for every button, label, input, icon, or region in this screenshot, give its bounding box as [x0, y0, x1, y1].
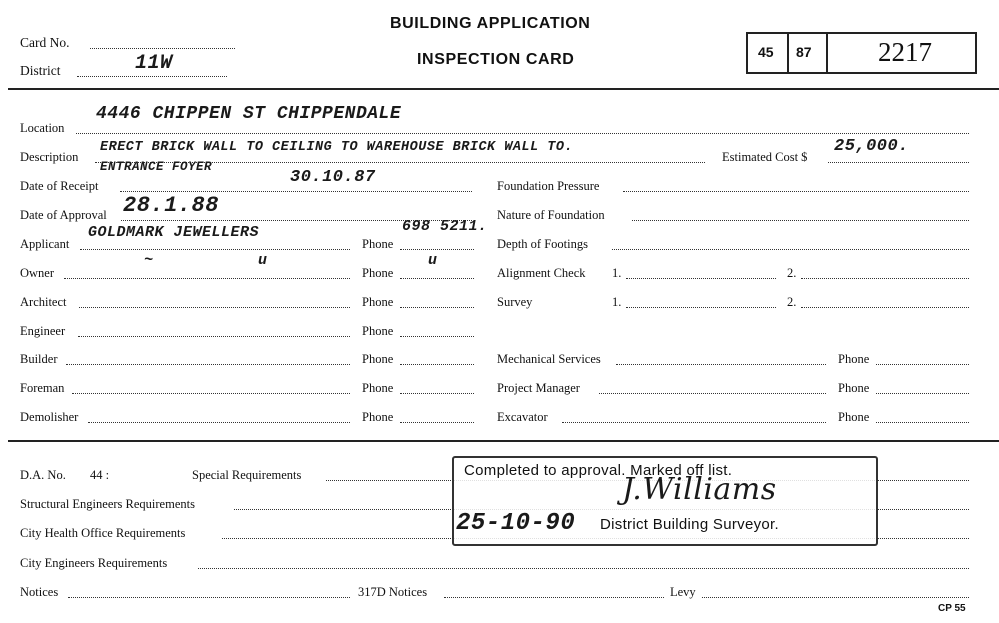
card-box-a: 45	[758, 44, 774, 60]
form-code: CP 55	[938, 603, 966, 614]
card-box-b: 87	[796, 44, 812, 60]
architect-phone-dotline	[400, 307, 474, 308]
location-dotline	[76, 133, 969, 134]
project-manager-phone-dotline	[876, 393, 969, 394]
alignment-check-dotline-2	[801, 278, 969, 279]
description-value-2: ENTRANCE FOYER	[100, 160, 213, 174]
applicant-value: GOLDMARK JEWELLERS	[88, 224, 260, 241]
excavator-dotline	[562, 422, 826, 423]
date-of-receipt-value: 30.10.87	[290, 168, 376, 187]
district-dotline	[77, 76, 227, 77]
engineer-phone-dotline	[400, 336, 474, 337]
stamp-signature: J.Williams	[622, 472, 777, 507]
applicant-phone-value: 698 5211.	[402, 218, 488, 235]
levy-dotline	[702, 597, 969, 598]
owner-ditto-1: ~	[144, 252, 154, 269]
da-no-label: D.A. No.	[20, 468, 66, 482]
mechanical-services-label: Mechanical Services	[497, 352, 601, 366]
card-box-divider-1	[787, 34, 789, 72]
architect-dotline	[79, 307, 350, 308]
foundation-pressure-label: Foundation Pressure	[497, 179, 600, 193]
owner-phone-ditto: u	[428, 252, 438, 269]
card-no-label: Card No.	[20, 35, 70, 50]
description-value-1: ERECT BRICK WALL TO CEILING TO WAREHOUSE BRICK WALL TO.	[100, 140, 574, 155]
location-label: Location	[20, 121, 65, 135]
foreman-label: Foreman	[20, 381, 65, 395]
survey-dotline-1	[626, 307, 776, 308]
foreman-dotline	[72, 393, 350, 394]
mechanical-services-dotline	[616, 364, 826, 365]
header-rule	[8, 88, 999, 90]
estimated-cost-value: 25,000.	[834, 137, 909, 156]
survey-dotline-2	[801, 307, 969, 308]
owner-label: Owner	[20, 266, 55, 280]
district-label: District	[20, 63, 61, 78]
applicant-phone-dotline	[400, 249, 474, 250]
card-box-divider-2	[826, 34, 828, 72]
card-number-box	[746, 32, 977, 74]
builder-label: Builder	[20, 352, 58, 366]
estimated-cost-dotline	[828, 162, 969, 163]
notices-dotline	[68, 597, 350, 598]
mechanical-services-phone-label: Phone	[838, 352, 870, 366]
survey-num-2: 2.	[787, 295, 797, 309]
levy-label: Levy	[670, 585, 696, 599]
estimated-cost-label: Estimated Cost $	[722, 150, 808, 164]
excavator-label: Excavator	[497, 410, 548, 424]
project-manager-label: Project Manager	[497, 381, 580, 395]
excavator-phone-label: Phone	[838, 410, 870, 424]
builder-phone-dotline	[400, 364, 474, 365]
nature-of-foundation-label: Nature of Foundation	[497, 208, 605, 222]
stamp-completed-text: Completed to approval. Marked off list.	[464, 462, 733, 479]
excavator-phone-dotline	[876, 422, 969, 423]
project-manager-phone-label: Phone	[838, 381, 870, 395]
owner-dotline	[64, 278, 350, 279]
location-value: 4446 CHIPPEN ST CHIPPENDALE	[96, 104, 402, 124]
survey-label: Survey	[497, 295, 533, 309]
demolisher-phone-dotline	[400, 422, 474, 423]
city-engineers-dotline	[198, 568, 969, 569]
card-box-number: 2217	[878, 37, 932, 67]
foreman-phone-dotline	[400, 393, 474, 394]
date-of-receipt-label: Date of Receipt	[20, 179, 99, 193]
builder-dotline	[66, 364, 350, 365]
stamp-date: 25-10-90	[456, 510, 576, 537]
alignment-check-label: Alignment Check	[497, 266, 586, 280]
demolisher-phone-label: Phone	[362, 410, 394, 424]
title-line-2: INSPECTION CARD	[417, 51, 575, 68]
stamp-surveyor-text: District Building Surveyor.	[600, 516, 779, 533]
engineer-dotline	[78, 336, 350, 337]
mechanical-services-phone-dotline	[876, 364, 969, 365]
date-of-approval-label: Date of Approval	[20, 208, 107, 222]
owner-phone-dotline	[400, 278, 474, 279]
city-engineers-label: City Engineers Requirements	[20, 556, 168, 570]
nature-of-foundation-dotline	[632, 220, 969, 221]
builder-phone-label: Phone	[362, 352, 394, 366]
alignment-check-num-1: 1.	[612, 266, 622, 280]
notices-317d-dotline	[444, 597, 664, 598]
architect-phone-label: Phone	[362, 295, 394, 309]
owner-phone-label: Phone	[362, 266, 394, 280]
district-value: 11W	[135, 52, 173, 75]
engineer-phone-label: Phone	[362, 324, 394, 338]
architect-label: Architect	[20, 295, 67, 309]
depth-of-footings-dotline	[612, 249, 969, 250]
special-requirements-label: Special Requirements	[192, 468, 302, 482]
foundation-pressure-dotline	[623, 191, 969, 192]
structural-label: Structural Engineers Requirements	[20, 497, 195, 511]
description-label: Description	[20, 150, 79, 164]
da-no-value: 44 :	[90, 468, 110, 482]
notices-label: Notices	[20, 585, 59, 599]
alignment-check-dotline-1	[626, 278, 776, 279]
health-label: City Health Office Requirements	[20, 526, 186, 540]
engineer-label: Engineer	[20, 324, 66, 338]
notices-317d-label: 317D Notices	[358, 585, 428, 599]
title-line-1: BUILDING APPLICATION	[390, 15, 591, 32]
applicant-phone-label: Phone	[362, 237, 394, 251]
approval-stamp	[452, 456, 878, 546]
middle-rule	[8, 440, 999, 442]
date-of-approval-value: 28.1.88	[123, 193, 219, 218]
foreman-phone-label: Phone	[362, 381, 394, 395]
alignment-check-num-2: 2.	[787, 266, 797, 280]
owner-ditto-2: u	[258, 252, 268, 269]
applicant-dotline	[80, 249, 350, 250]
depth-of-footings-label: Depth of Footings	[497, 237, 588, 251]
date-of-receipt-dotline	[120, 191, 472, 192]
survey-num-1: 1.	[612, 295, 622, 309]
applicant-label: Applicant	[20, 237, 70, 251]
project-manager-dotline	[599, 393, 826, 394]
card-no-dotline	[90, 48, 235, 49]
demolisher-dotline	[88, 422, 350, 423]
demolisher-label: Demolisher	[20, 410, 79, 424]
